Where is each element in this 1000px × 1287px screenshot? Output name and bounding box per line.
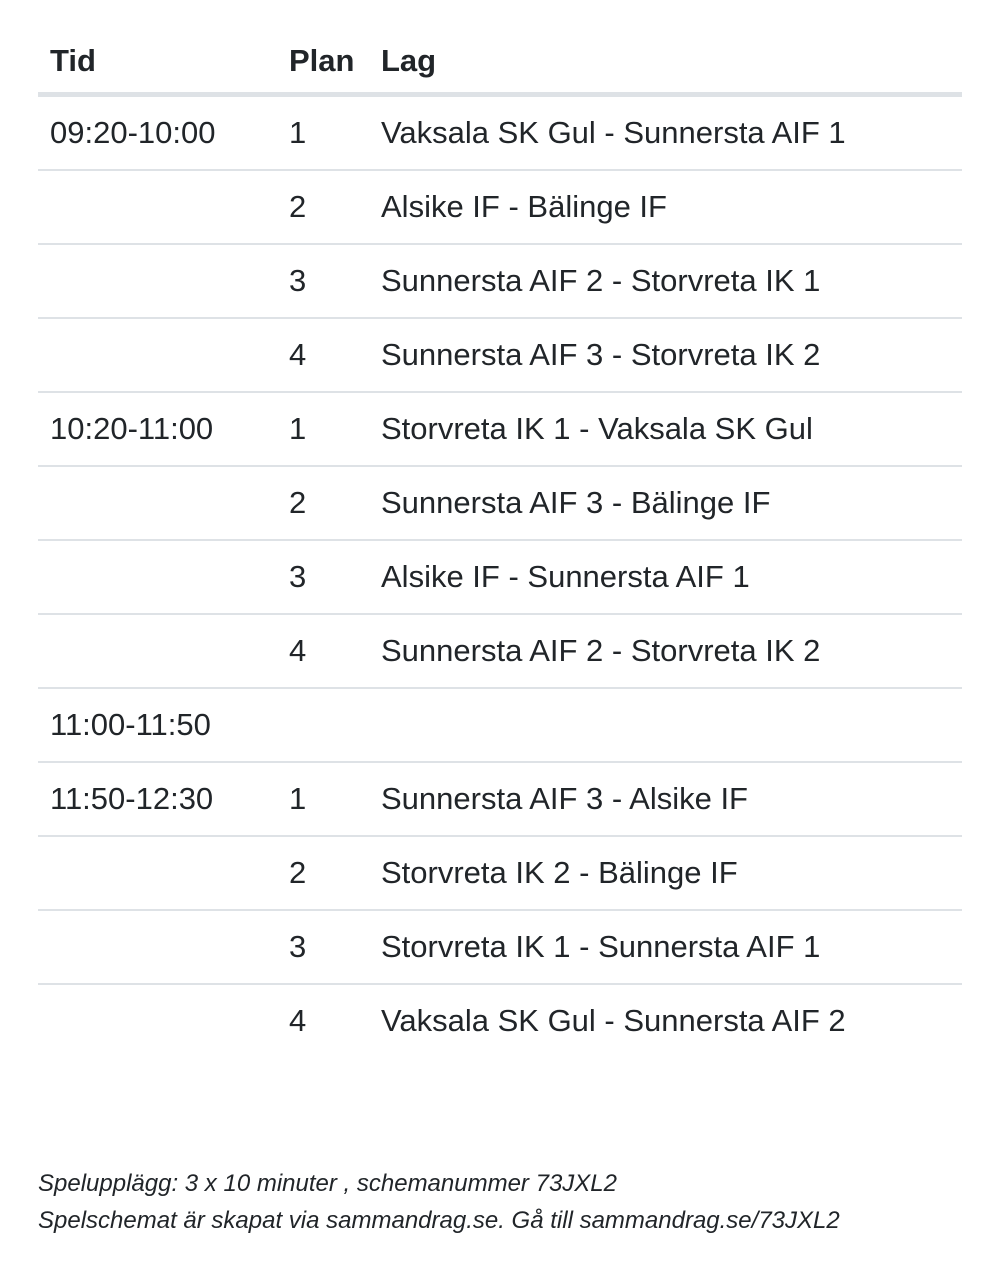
cell-plan: 1 <box>275 95 381 171</box>
cell-tid <box>38 466 275 540</box>
cell-lag: Vaksala SK Gul - Sunnersta AIF 2 <box>381 1003 846 1038</box>
header-row <box>38 30 962 95</box>
schedule-table <box>38 30 962 1057</box>
cell-plan: 3 <box>275 244 381 318</box>
cell-lag: Storvreta IK 1 - Sunnersta AIF 1 <box>381 910 962 984</box>
table-row <box>38 466 962 540</box>
cell-plan: 4 <box>275 318 381 392</box>
cell-plan: 4 <box>289 1003 307 1038</box>
cell-tid <box>38 836 275 910</box>
cell-tid <box>38 984 275 1057</box>
cell-tid <box>38 540 275 614</box>
cell-lag: Sunnersta AIF 3 - Alsike IF <box>381 762 962 836</box>
cell-plan: 1 <box>275 392 381 466</box>
table-row <box>38 95 962 171</box>
note-format: Spelupplägg: 3 x 10 minuter , schemanummer 73JXL2 <box>38 1170 617 1197</box>
cell-lag: Sunnersta AIF 3 - Bälinge IF <box>381 466 962 540</box>
cell-plan: 1 <box>275 762 381 836</box>
cell-tid <box>38 318 275 392</box>
cell-tid <box>38 614 275 688</box>
cell-lag: Alsike IF - Sunnersta AIF 1 <box>381 540 962 614</box>
cell-tid <box>38 170 275 244</box>
table-row <box>38 984 962 1057</box>
cell-plan: 2 <box>275 836 381 910</box>
cell-tid <box>38 910 275 984</box>
table-row <box>38 614 962 688</box>
table-row <box>38 762 962 836</box>
table-row <box>38 318 962 392</box>
cell-tid: 11:50-12:30 <box>38 762 275 836</box>
cell-lag: Sunnersta AIF 2 - Storvreta IK 1 <box>381 244 962 318</box>
cell-lag: Alsike IF - Bälinge IF <box>381 170 962 244</box>
cell-plan: 4 <box>275 614 381 688</box>
cell-lag: Storvreta IK 1 - Vaksala SK Gul <box>381 392 962 466</box>
cell-lag: Sunnersta AIF 3 - Storvreta IK 2 <box>381 318 962 392</box>
table-body <box>38 95 962 1058</box>
cell-plan: 2 <box>275 170 381 244</box>
note-source: Spelschemat är skapat via sammandrag.se. Gå till sammandrag.se/73JXL2 <box>38 1207 840 1234</box>
cell-tid: 09:20-10:00 <box>38 95 275 171</box>
table-row <box>38 910 962 984</box>
cell-tid <box>38 244 275 318</box>
header-lag: Lag <box>381 30 962 95</box>
cell-tid: 11:00-11:50 <box>38 688 275 762</box>
table-row <box>38 836 962 910</box>
table-row <box>38 392 962 466</box>
cell-lag: Storvreta IK 2 - Bälinge IF <box>381 836 962 910</box>
cell-plan: 2 <box>275 466 381 540</box>
schedule-notes <box>38 1165 962 1239</box>
cell-plan: 3 <box>275 910 381 984</box>
header-plan: Plan <box>275 30 381 95</box>
table-header <box>38 30 962 95</box>
table-row <box>38 244 962 318</box>
table-row <box>38 688 962 762</box>
cell-lag: Sunnersta AIF 2 - Storvreta IK 2 <box>381 614 962 688</box>
header-tid: Tid <box>38 30 275 95</box>
table-row <box>38 170 962 244</box>
table-row <box>38 540 962 614</box>
cell-lag <box>381 688 962 762</box>
cell-plan <box>275 688 381 762</box>
cell-tid: 10:20-11:00 <box>38 392 275 466</box>
cell-plan: 3 <box>275 540 381 614</box>
cell-lag: Vaksala SK Gul - Sunnersta AIF 1 <box>381 95 962 171</box>
